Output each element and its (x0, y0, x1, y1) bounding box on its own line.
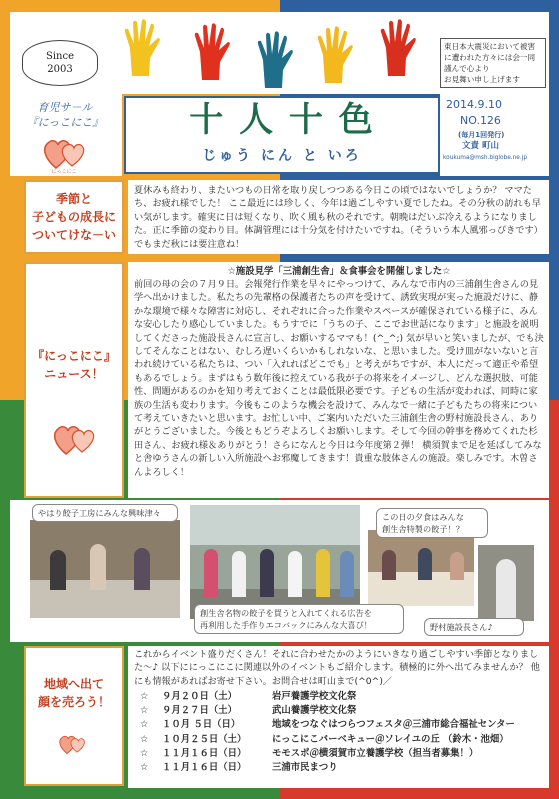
red-hand-icon-2 (378, 18, 418, 76)
news-body: 前回の母の会の７月９日。会報発行作業を早々にやっつけて、みんなで市内の三浦創生舎さんの見学へ出かけました。私たちの先輩格の保護者たちの声を受けて、誘致実現が実った施設だけに、静かな環境で様々な障害に対応し、それぞれに合った作業やスペースが確保されている様子に、みんな安心したり感心していました。もうすでに「うちの子、ここでお世話になります」と施設を説明してくださった施設長さんに宣言し、お願いするママも！(^_^;) 気が早いと笑いましたが、でも決してそんなことはない、むしろ遅いくらいかもしれないな、と思いました。受け皿がないないと言われ続けている私たちは、つい「入れればどこでも」と考えがちですが、本人にだって適正や希望もあるでしょう。まずはもう数年後に控えている我が子の将来をイメージし、どんな選択肢、可能性、問題があるのかを知り考えておくことは最低限必要です。子どもの生活が変われば、同時に家族の生活も変わります。今後もこのような機会を設けて、みんなで一緒に子どもたちの将来について考えていきたいと思います。お忙しい中、ご案内いただいた三浦創生舎の野村施設長さん、ありがとうございました。今後ともどうぞよろしくお願いします。そして今回の幹事を務めてくれた杉田さん、お疲れ様＆ありがとう！さらになんと今日は今年度第２弾！ 横須賀まで足を延ばしてみなと舎ゆうさんの新しい入所施設へお邪魔してきます！貴重な肢体さんの施設。楽しみです。木曽さんよろしく！ (134, 279, 544, 478)
heart-logo-icon (42, 134, 86, 172)
event-row (134, 704, 544, 718)
event-row (134, 733, 544, 747)
issue-editor: 文責 町山 (462, 141, 499, 151)
blue-hand-icon (255, 30, 295, 88)
photo-dinner (368, 530, 474, 606)
events-label: 地域へ出て 顔を売ろう！ (37, 677, 110, 709)
photo-group (190, 505, 360, 619)
event-row (134, 718, 544, 732)
event-star: ☆ (140, 762, 149, 774)
event-date: １１月１６日（日） (162, 747, 247, 759)
event-star: ☆ (140, 733, 149, 745)
yellow-hand-icon (122, 18, 162, 76)
photo-director (478, 545, 534, 621)
news-heading: ☆施設見学「三浦創生舎」＆食事会を開催しました☆ (227, 266, 451, 277)
heart-logo-icon-2 (52, 420, 96, 458)
event-star: ☆ (140, 705, 149, 717)
news-label: 『にっこにこ』 ニュース！ (32, 349, 116, 381)
issue-date: 2014.9.10 (446, 98, 502, 111)
event-title: 地域をつなぐはつらつフェスタ＠三浦市総合福祉センター (272, 719, 515, 731)
earthquake-notice (440, 38, 546, 88)
yellow-hand-icon-2 (315, 25, 355, 83)
event-date: １０月 ５日（日） (162, 719, 241, 731)
circle-name: 育児サ－ル 『にっこにこ』 (26, 101, 104, 129)
event-star: ☆ (140, 747, 149, 759)
season-label: 季節と 子どもの成長に ついてけな－い (31, 192, 116, 242)
event-title: 三浦市民まつり (272, 762, 338, 774)
event-title: 武山養護学校文化祭 (272, 705, 357, 717)
red-hand-icon (192, 22, 232, 80)
logo-text: にっこにこ (51, 169, 77, 175)
caption-kitchen: やはり餃子工房にみんな興味津々 (32, 504, 178, 522)
event-date: １１月１６日（日） (162, 762, 247, 774)
since-badge (22, 40, 98, 86)
caption-dinner: この日の夕食はみんな 創生舎特製の餃子！？ (376, 508, 488, 538)
issue-number: NO.126 (460, 114, 501, 127)
event-title: 岩戸養護学校文化祭 (272, 691, 357, 702)
event-star: ☆ (140, 691, 149, 702)
season-body: 夏休みも終わり、またいつもの日常を取り戻しつつある今日この頃ではないでしょうか？ ママたち、お疲れ様でした！ ここ最近には珍しく、今年は過ごしやすい夏でしたね。その分秋の訪れも早い気がします。確実に日は短くなり、吹く風も秋のそれです。朝晩はだいぶ冷えるようになりました。正に季節の変わり目。体調管理には十分気を付けたいですね。（そういう本人風邪っぴきです） でもまだ秋には要注意ね！ (134, 185, 543, 250)
newsletter-title: 十 人 十 色 (189, 100, 375, 140)
heart-logo-icon-3 (58, 732, 86, 756)
event-row (134, 747, 544, 761)
event-date: ９月２７日（土） (162, 705, 238, 717)
event-row (134, 690, 544, 704)
event-date: １０月２５日（土） (162, 733, 247, 745)
contact-email: koukuma@msh.biglobe.ne.jp (443, 155, 527, 161)
events-intro: これからイベント盛りだくさん！それに合わせたかのようにいきなり過ごしやすい季節となりました～♪ 以下ににっこにこに関連以外のイベントもご紹介します。積極的に外へ出てみませんか？ 他にも情報があればお寄せ下さい。お問合せは町山まで(^0^)／ (134, 649, 540, 687)
notice-text: 東日本大震災において被害に遭われた方々には会一同謹んで心より お見舞い申し上げます (444, 42, 536, 84)
event-title: モモスポ＠横須賀市立養護学校（担当者募集！） (272, 747, 479, 759)
event-title: にっこにこバーベキュー＠ソレイユの丘 （鈴木・池畑） (272, 733, 509, 745)
caption-ecobag: 創生舎名物の餃子を買うと入れてくれる広告を 再利用した手作りエコバックにみんな大喜び！ (194, 604, 404, 634)
event-star: ☆ (140, 719, 149, 731)
issue-frequency: (毎月1回発行) (458, 131, 505, 139)
since-text: Since 2003 (45, 51, 74, 75)
title-reading: じゅう にん と いろ (202, 148, 362, 164)
photo-kitchen (30, 520, 180, 618)
event-date: ９月２０日（土） (162, 691, 238, 702)
event-list (134, 690, 544, 775)
event-row (134, 761, 544, 775)
caption-director: 野村施設長さん♪ (424, 618, 524, 636)
